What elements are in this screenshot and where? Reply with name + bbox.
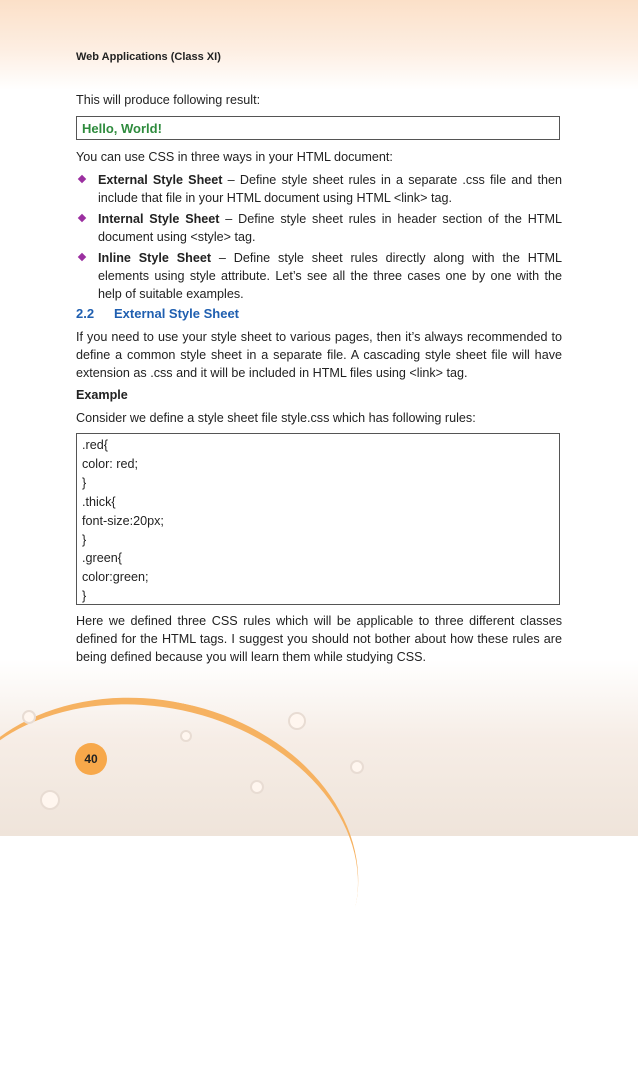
list-item [76, 210, 562, 246]
ways-text: You can use CSS in three ways in your HTML document: [76, 150, 393, 164]
decorative-dot [250, 780, 264, 794]
running-header: Web Applications (Class XI) [76, 51, 221, 63]
bullet-text: – Define style sheet rules directly along with the HTML elements using style attribute. Let’s see all the three cases one by one with the help of suitable examples. [98, 251, 563, 301]
section-heading [76, 306, 239, 321]
list-item [76, 249, 562, 303]
decorative-dot [22, 710, 36, 724]
bullet-term: Inline Style Sheet [98, 251, 212, 265]
decorative-dot [180, 730, 192, 742]
bullet-text: – Define style sheet rules in a separate .css file and then include that file in your HTML document using HTML <link> tag. [98, 173, 562, 205]
code-line: .thick{ [82, 494, 116, 509]
diamond-bullet-icon [78, 253, 86, 261]
decorative-dot [350, 760, 364, 774]
code-line: } [82, 475, 87, 490]
section-number: 2.2 [76, 306, 95, 321]
consider-text: Consider we define a style sheet file style.css which has following rules: [76, 411, 476, 425]
result-box [76, 116, 560, 140]
example-heading: Example [76, 388, 128, 402]
code-line: .red{ [82, 438, 108, 452]
diamond-bullet-icon [78, 175, 86, 183]
diamond-bullet-icon [78, 214, 86, 222]
page-number: 40 [84, 752, 98, 766]
intro-text: This will produce following result: [76, 93, 261, 107]
page-number-badge [75, 743, 107, 775]
code-line: } [82, 532, 87, 547]
bullet-term: Internal Style Sheet [98, 212, 220, 226]
section-title: External Style Sheet [114, 306, 239, 321]
bullet-term: External Style Sheet [98, 173, 223, 187]
result-text: Hello, World! [82, 121, 162, 136]
paragraph: Here we defined three CSS rules which will be applicable to three different classes defined for the HTML tags. I suggest you should not bother about how these rules are being defined because you will learn them while studying CSS. [76, 614, 562, 664]
list-item [76, 171, 562, 207]
code-line: color: red; [82, 456, 138, 471]
code-line: } [82, 589, 87, 604]
decorative-dot [40, 790, 60, 810]
decorative-dot [288, 712, 306, 730]
bullet-list [76, 171, 562, 306]
code-line: .green{ [82, 551, 122, 566]
code-line: color:green; [82, 570, 149, 585]
bullet-text: – Define style sheet rules in header section of the HTML document using <style> tag. [98, 212, 562, 244]
code-block [76, 433, 560, 605]
header-background [0, 0, 638, 90]
paragraph: If you need to use your style sheet to various pages, then it’s always recommended to define a common style sheet in a separate file. A cascading style sheet file will have extension as .css and it will be included in HTML files using <link> tag. [76, 330, 562, 380]
code-line: font-size:20px; [82, 513, 164, 528]
